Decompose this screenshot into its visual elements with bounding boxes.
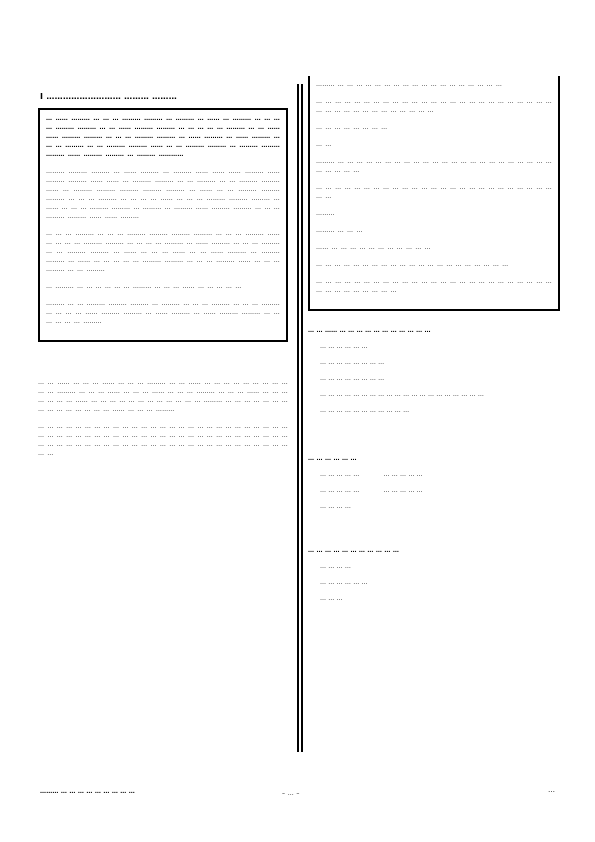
answer-option: … … … … …: [320, 487, 360, 494]
question-heading: … … …… … … … … … … … … … … …: [308, 327, 431, 334]
passage-paragraph: ………: [316, 210, 335, 217]
passage-paragraph: ……… … … … … … … … … … … … … … … … … … …: [316, 81, 503, 88]
continued-passage-box: [308, 76, 560, 311]
passage-paragraph: ……… ……… ……… … …… ……… … ……… …… …… …… ……… …… ……… ……… …… …… … ……… ……… … … ……… … … ……… ……… …… … ……… ……… ……… ……… ……… … …… … … ……… ……… ……… … … … ……… … … … … …… … … … ……… ……… ……… … …… … … … ……… ……… … ……… … ……… …… ……… ……… … … … ……… ……… …… …… ………: [46, 168, 280, 220]
passage-paragraph: … … … … … … … … … … … … … … … … … … … … … … … … … … … … … … … … … … … … … …: [316, 98, 552, 114]
body-paragraph: … … … … … … … … … … … … … … … … … … … … … … … … … … … … … … … … … … … … … … … … … … … … … … … … … … … … … … … … … … … … … … … … … … … … … … … … … … … … … … … … … … …: [38, 423, 288, 457]
left-column: [38, 88, 288, 748]
answer-option: … … … … … … … … … … …: [320, 407, 410, 414]
answer-option: … … …: [320, 595, 343, 602]
passage-paragraph: ……… … … … … … … … … … … … … … … … … … … … … … … … … … … … …: [316, 158, 552, 174]
reading-passage-box: [38, 108, 288, 342]
body-paragraph: … … …… … … … …… … … … ……… … … …… … … … … … … … … … … … ……… … … … …… … … … …… … … … ……… … … … …… … … … … … … … …… … … … … … … … … … … … … ……… … … … … … … … … … … … … … … … …… … … … ………: [38, 379, 288, 413]
footer-right-mark: …: [548, 786, 555, 794]
answer-option: … … … … …: [383, 487, 423, 494]
passage-paragraph: ……… … … ……… ……… ……… … ……… … … … ……… … … … ……… … … … … …… ……… ……… … …… ……… … …… ……… ……… … … … … … … ………: [46, 300, 280, 325]
passage-paragraph: … … … … … … … … … … … … … … … … … … … … … … … … … … …: [316, 184, 552, 200]
answer-option: … … … … … … … … … … … … … … … … … … … …: [320, 391, 485, 398]
passage-paragraph: … …… ……… … … … ……… ……… … ……… … …… … ……… … … … … ……… ……… … … …… ……… ……… … … … … … ……… … … …… …… ……… ……… … … … ……… ……… … …… ……… … …… ……… … … … ……… … … ……… ……… …… … … ……… ……… … ……… ……… ……… …… ……… ……… … ……… …………: [46, 115, 280, 158]
answer-option: … … … … … … … …: [320, 375, 385, 382]
answer-option: … … … … …: [383, 471, 423, 478]
spacer: [38, 342, 288, 378]
answer-row: [320, 503, 558, 511]
passage-paragraph: … … … ……… … … … ……… ……… ……… ……… … … … ……… …… … … … … ……… ……… … … … … ……… … …… ……… … … … ……… … … ……… ……… … …… … … … …… … … …… ……… … ……… ……… … …… … … … … … ……… ……… … … … ……… …… … … … ……… … … ………: [46, 230, 280, 273]
answer-option: … … … … … …: [320, 343, 368, 350]
question-heading: … … … … … …: [308, 455, 357, 462]
passage-paragraph: ……… … … …: [316, 227, 363, 234]
passage-paragraph: …… … … … … … … … … … … …: [316, 244, 431, 251]
answer-option: … … … …: [320, 563, 352, 570]
answer-option: … … … … …: [320, 471, 360, 478]
answer-option: … … … …: [320, 503, 352, 510]
passage-paragraph: … ……… … … … … … … ……… … … … …… … … … … …: [46, 283, 242, 290]
passage-paragraph: … …: [316, 141, 332, 148]
footer-left-text: ……… … … … … … … … … …: [40, 788, 135, 795]
section-title: I ……………………… ……… ………: [40, 92, 178, 101]
answer-option: … … … … … … … …: [320, 359, 385, 366]
column-divider: [301, 84, 303, 752]
passage-paragraph: … … … … … … … …: [316, 124, 388, 131]
passage-paragraph: … … … … … … … … … … … … … … … … … … … … …: [316, 261, 509, 268]
passage-paragraph: … … … … … … … … … … … … … … … … … … … … … … … … … … … … … … … … … …: [316, 278, 552, 294]
answer-option: … … … … … …: [320, 579, 368, 586]
right-column: [308, 76, 558, 756]
column-divider: [297, 84, 299, 752]
answer-row: [320, 487, 558, 495]
page-number: – … –: [282, 790, 300, 797]
answer-row: [320, 471, 558, 479]
question-heading: … … … … … … … … … … …: [308, 547, 400, 554]
